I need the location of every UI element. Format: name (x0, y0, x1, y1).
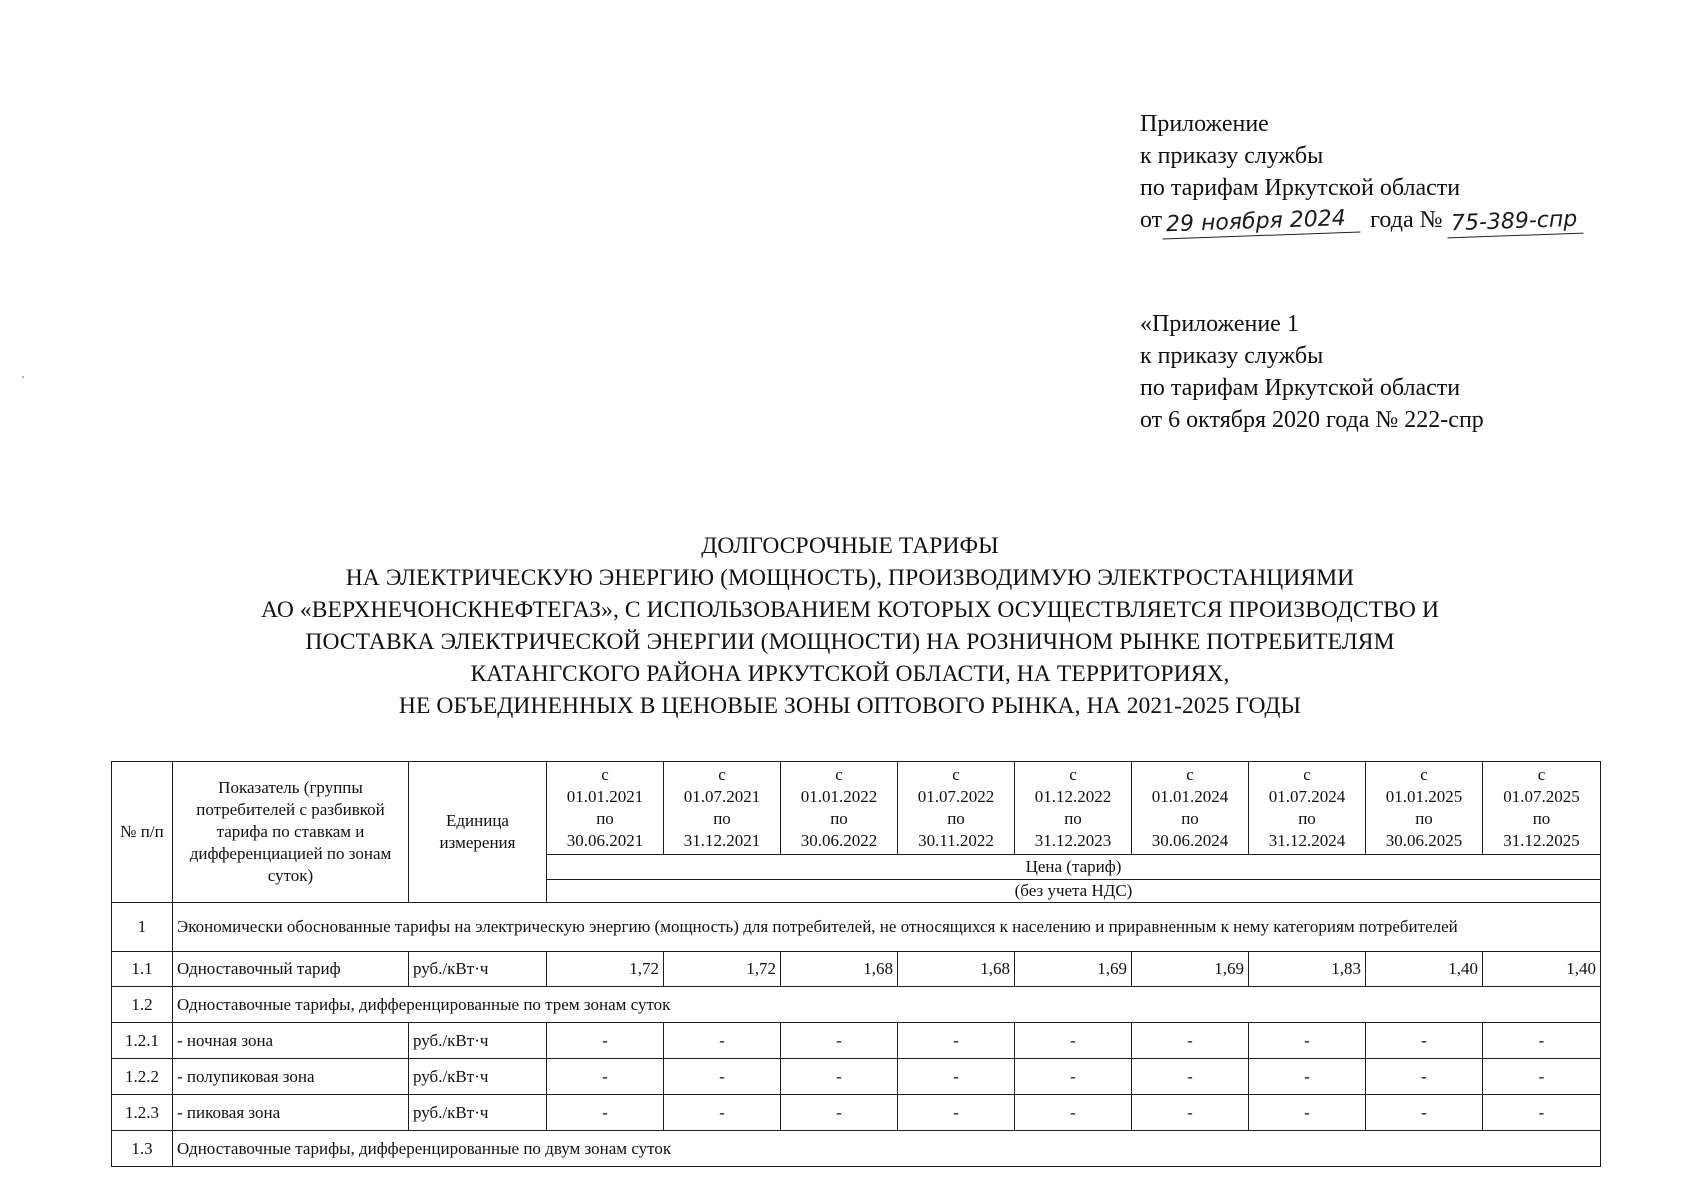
tariff-value: - (547, 1023, 664, 1059)
approval-line-1: Приложение (1140, 111, 1269, 137)
header-period: с 01.01.2022 по 30.06.2022 (781, 762, 898, 855)
section-row (112, 987, 1601, 1023)
header-period: с 01.07.2022 по 30.11.2022 (898, 762, 1015, 855)
header-indicator: Показатель (группы потребителей с разбивкой тарифа по ставкам и дифференциацией по зонам суток) (173, 762, 409, 903)
tariff-table (111, 761, 1601, 1167)
table-row (112, 1095, 1601, 1131)
tariff-value: 1,69 (1015, 952, 1132, 987)
price-label: Цена (тариф) (547, 855, 1601, 880)
handwritten-date: 29 ноября 2024 (1162, 206, 1361, 240)
tariff-value: 1,40 (1366, 952, 1483, 987)
header-unit: Единица измерения (409, 762, 547, 903)
approval-line-3: по тарифам Иркутской области (1140, 175, 1461, 201)
header-period: с 01.01.2024 по 30.06.2024 (1132, 762, 1249, 855)
section-title: Одноставочные тарифы, дифференцированные по трем зонам суток (173, 987, 1601, 1023)
tariff-value: - (547, 1059, 664, 1095)
approval-date-line (1140, 204, 1583, 236)
table-row (112, 952, 1601, 987)
tariff-value: 1,72 (547, 952, 664, 987)
vat-label: (без учета НДС) (547, 880, 1601, 903)
title-line-6: НЕ ОБЪЕДИНЕННЫХ В ЦЕНОВЫЕ ЗОНЫ ОПТОВОГО РЫНКА, НА 2021-2025 ГОДЫ (398, 693, 1302, 719)
approval-year-word: года № (1370, 207, 1443, 233)
row-number: 1.2.3 (112, 1095, 173, 1131)
tariff-value: - (664, 1023, 781, 1059)
appendix-line-3: по тарифам Иркутской области (1140, 375, 1461, 401)
appendix-line-1: «Приложение 1 (1140, 311, 1299, 337)
indicator-name: - ночная зона (173, 1023, 409, 1059)
tariff-value: 1,68 (898, 952, 1015, 987)
tariff-value: - (1015, 1095, 1132, 1131)
tariff-value: - (781, 1059, 898, 1095)
section-title: Экономически обоснованные тарифы на электрическую энергию (мощность) для потребителей, не относящихся к населению и приравненным к нему категориям потребителей (173, 903, 1601, 952)
appendix-line-2: к приказу службы (1140, 343, 1324, 369)
tariff-value: - (1483, 1059, 1601, 1095)
tariff-value: - (1249, 1059, 1366, 1095)
tariff-value: 1,68 (781, 952, 898, 987)
tariff-value: - (898, 1095, 1015, 1131)
section-title: Одноставочные тарифы, дифференцированные по двум зонам суток (173, 1131, 1601, 1167)
unit-cell: руб./кВт·ч (409, 1023, 547, 1059)
tariff-value: - (898, 1059, 1015, 1095)
header-row (112, 762, 1601, 855)
tariff-value: - (781, 1023, 898, 1059)
indicator-name: - полупиковая зона (173, 1059, 409, 1095)
tariff-value: - (1132, 1023, 1249, 1059)
title-line-5: КАТАНГСКОГО РАЙОНА ИРКУТСКОЙ ОБЛАСТИ, НА ТЕРРИТОРИЯХ, (470, 661, 1230, 687)
header-period: с 01.07.2021 по 31.12.2021 (664, 762, 781, 855)
appendix-line-4: от 6 октября 2020 года № 222-спр (1140, 407, 1484, 433)
tariff-value: - (1366, 1059, 1483, 1095)
header-period: с 01.01.2025 по 30.06.2025 (1366, 762, 1483, 855)
tariff-value: - (1483, 1095, 1601, 1131)
row-number: 1 (112, 903, 173, 952)
unit-cell: руб./кВт·ч (409, 952, 547, 987)
table-row (112, 1023, 1601, 1059)
tariff-value: - (664, 1059, 781, 1095)
table-row (112, 1059, 1601, 1095)
header-period: с 01.12.2022 по 31.12.2023 (1015, 762, 1132, 855)
tariff-value: - (1015, 1023, 1132, 1059)
tariff-value: - (898, 1023, 1015, 1059)
approval-from-prefix: от (1140, 207, 1163, 233)
tariff-value: - (1132, 1059, 1249, 1095)
header-period: с 01.07.2024 по 31.12.2024 (1249, 762, 1366, 855)
tariff-value: 1,83 (1249, 952, 1366, 987)
title-line-4: ПОСТАВКА ЭЛЕКТРИЧЕСКОЙ ЭНЕРГИИ (МОЩНОСТИ) НА РОЗНИЧНОМ РЫНКЕ ПОТРЕБИТЕЛЯМ (305, 629, 1395, 655)
header-num: № п/п (112, 762, 173, 903)
section-row (112, 1131, 1601, 1167)
row-number: 1.2 (112, 987, 173, 1023)
row-number: 1.2.1 (112, 1023, 173, 1059)
unit-cell: руб./кВт·ч (409, 1059, 547, 1095)
tariff-value: 1,40 (1483, 952, 1601, 987)
header-period: с 01.07.2025 по 31.12.2025 (1483, 762, 1601, 855)
title-line-1: ДОЛГОСРОЧНЫЕ ТАРИФЫ (701, 533, 999, 559)
title-line-2: НА ЭЛЕКТРИЧЕСКУЮ ЭНЕРГИЮ (МОЩНОСТЬ), ПРОИЗВОДИМУЮ ЭЛЕКТРОСТАНЦИЯМИ (345, 565, 1355, 591)
appendix-block (1140, 308, 1484, 436)
tariff-value: - (781, 1095, 898, 1131)
tariff-value: - (547, 1095, 664, 1131)
tariff-value: - (1015, 1059, 1132, 1095)
tariff-value: - (1366, 1023, 1483, 1059)
document-title (100, 530, 1600, 722)
handwritten-order-number: 75-389-спр (1446, 207, 1583, 239)
unit-cell: руб./кВт·ч (409, 1095, 547, 1131)
tariff-value: - (1483, 1023, 1601, 1059)
tariff-value: 1,69 (1132, 952, 1249, 987)
section-row (112, 903, 1601, 952)
tariff-value: - (664, 1095, 781, 1131)
tariff-value: 1,72 (664, 952, 781, 987)
tariff-value: - (1132, 1095, 1249, 1131)
tariff-value: - (1249, 1095, 1366, 1131)
tariff-value: - (1249, 1023, 1366, 1059)
row-number: 1.2.2 (112, 1059, 173, 1095)
row-number: 1.1 (112, 952, 173, 987)
indicator-name: Одноставочный тариф (173, 952, 409, 987)
approval-block (1140, 108, 1583, 236)
header-period: с 01.01.2021 по 30.06.2021 (547, 762, 664, 855)
row-number: 1.3 (112, 1131, 173, 1167)
indicator-name: - пиковая зона (173, 1095, 409, 1131)
approval-line-2: к приказу службы (1140, 143, 1324, 169)
tariff-value: - (1366, 1095, 1483, 1131)
title-line-3: АО «ВЕРХНЕЧОНСКНЕФТЕГАЗ», С ИСПОЛЬЗОВАНИЕМ КОТОРЫХ ОСУЩЕСТВЛЯЕТСЯ ПРОИЗВОДСТВО И (260, 597, 1440, 623)
scan-speck (22, 376, 24, 378)
